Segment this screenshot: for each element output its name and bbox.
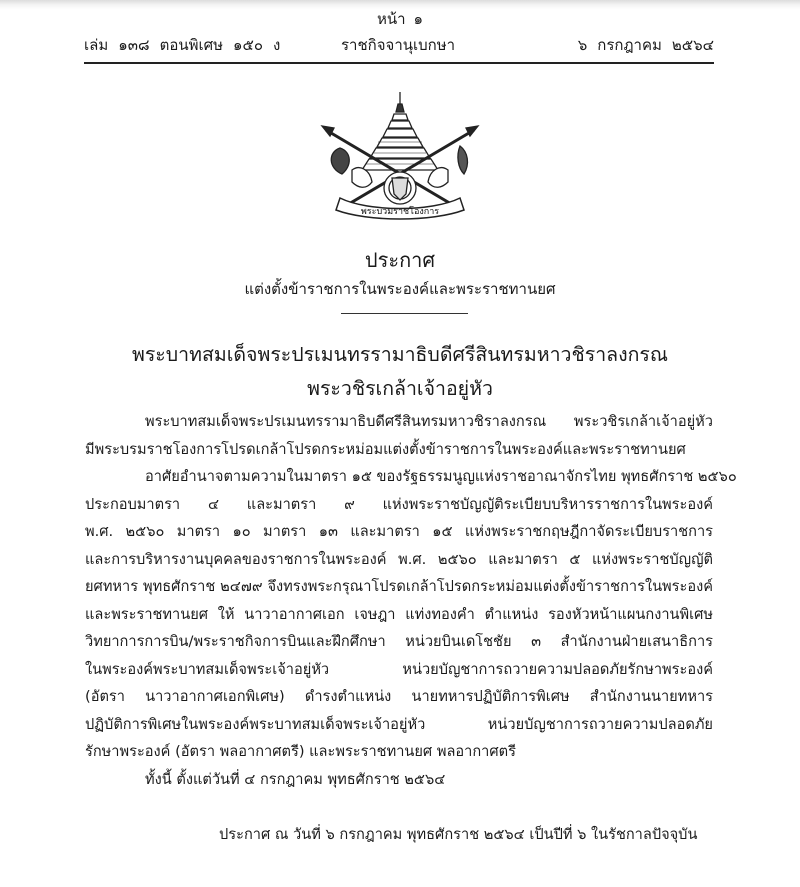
body-line: รักษาพระองค์ (อัตรา พลอากาศตรี) และพระราชทานยศ พลอากาศตรี xyxy=(85,743,516,760)
header-divider xyxy=(84,62,714,64)
proclamation-date: ประกาศ ณ วันที่ ๖ กรกฎาคม พุทธศักราช ๒๕๖๔ เป็นปีที่ ๖ ในรัชกาลปัจจุบัน xyxy=(219,826,698,843)
date-year: ๒๕๖๔ xyxy=(671,36,714,54)
page-number-value: ๑ xyxy=(413,10,424,28)
issue-number: ๑๕๐ xyxy=(233,36,264,54)
issue-suffix: ง xyxy=(273,36,281,54)
page-label: หน้า xyxy=(376,10,406,28)
body-line: พระบาทสมเด็จพระปรเมนทรรามาธิบดีศรีสินทรมหาวชิราลงกรณ พระวชิรเกล้าเจ้าอยู่หัว xyxy=(145,413,713,430)
body-line: (อัตรา นาวาอากาศเอกพิเศษ) ดำรงตำแหน่ง นายทหารปฏิบัติการพิเศษ สำนักงานนายทหาร xyxy=(85,688,713,705)
date-day: ๖ xyxy=(577,36,588,54)
king-name-line-1: พระบาทสมเด็จพระปรเมนทรรามาธิบดีศรีสินทรมหาวชิราลงกรณ xyxy=(131,343,668,366)
emblem-banner-text: พระบวมราชโองการ xyxy=(360,207,440,217)
announcement-title: ประกาศ xyxy=(364,248,436,272)
royal-emblem-icon xyxy=(318,90,482,220)
body-line: พ.ศ. ๒๕๖๐ มาตรา ๑๐ มาตรา ๑๓ และมาตรา ๑๕ แห่งพระราชกฤษฎีกาจัดระเบียบราชการ xyxy=(85,523,713,540)
king-name-line-2: พระวชิรเกล้าเจ้าอยู่หัว xyxy=(307,377,493,400)
body-line: และการบริหารงานบุคคลของราชการในพระองค์ พ.ศ. ๒๕๖๐ และมาตรา ๕ แห่งพระราชบัญญัติ xyxy=(85,550,713,568)
body-line: ในพระองค์พระบาทสมเด็จพระเจ้าอยู่หัว หน่วยบัญชาการถวายความปลอดภัยรักษาพระองค์ xyxy=(85,660,713,678)
body-line: ยศทหาร พุทธศักราช ๒๔๗๙ จึงทรงพระกรุณาโปรดเกล้าโปรดกระหม่อมแต่งตั้งข้าราชการในพระองค์ xyxy=(85,578,713,595)
body-line: ประกอบมาตรา ๔ และมาตรา ๙ แห่งพระราชบัญญัติระเบียบบริหารราชการในพระองค์ xyxy=(85,495,713,513)
title-divider xyxy=(341,313,468,314)
date-month: กรกฎาคม xyxy=(597,36,662,54)
announcement-subtitle: แต่งตั้งข้าราชการในพระองค์และพระราชทานยศ xyxy=(244,280,556,298)
king-name-heading xyxy=(0,338,800,406)
header-date xyxy=(568,34,714,56)
body-line: วิทยาการการบิน/พระราชกิจการบินและฝึกศึกษา หน่วยบินเดโชชัย ๓ สำนักงานฝ่ายเสนาธิการ xyxy=(85,633,713,650)
publication-name: ราชกิจจานุเบกษา xyxy=(341,36,456,54)
body-line: มีพระบรมราชโองการโปรดเกล้าโปรดกระหม่อมแต่งตั้งข้าราชการในพระองค์และพระราชทานยศ xyxy=(85,440,686,458)
body-line: อาศัยอำนาจตามความในมาตรา ๑๕ ของรัฐธรรมนูญแห่งราชอาณาจักรไทย พุทธศักราช ๒๕๖๐ xyxy=(145,468,737,485)
body-line: และพระราชทานยศ ให้ นาวาอากาศเอก เจษฎา แท่งทองคำ ตำแหน่ง รองหัวหน้าแผนกงานพิเศษ xyxy=(85,605,713,623)
issue-label: ตอนพิเศษ xyxy=(159,36,224,54)
gazette-header xyxy=(84,34,714,58)
body-line: ปฏิบัติการพิเศษในพระองค์พระบาทสมเด็จพระเจ้าอยู่หัว หน่วยบัญชาการถวายความปลอดภัย xyxy=(85,715,713,733)
page-number xyxy=(0,8,800,30)
volume-issue-info xyxy=(84,34,290,56)
effective-date-line: ทั้งนี้ ตั้งแต่วันที่ ๔ กรกฎาคม พุทธศักราช ๒๕๖๔ xyxy=(145,770,446,788)
announcement-body xyxy=(85,408,737,793)
volume-label: เล่ม xyxy=(84,36,109,54)
volume-number: ๑๓๘ xyxy=(118,36,150,54)
